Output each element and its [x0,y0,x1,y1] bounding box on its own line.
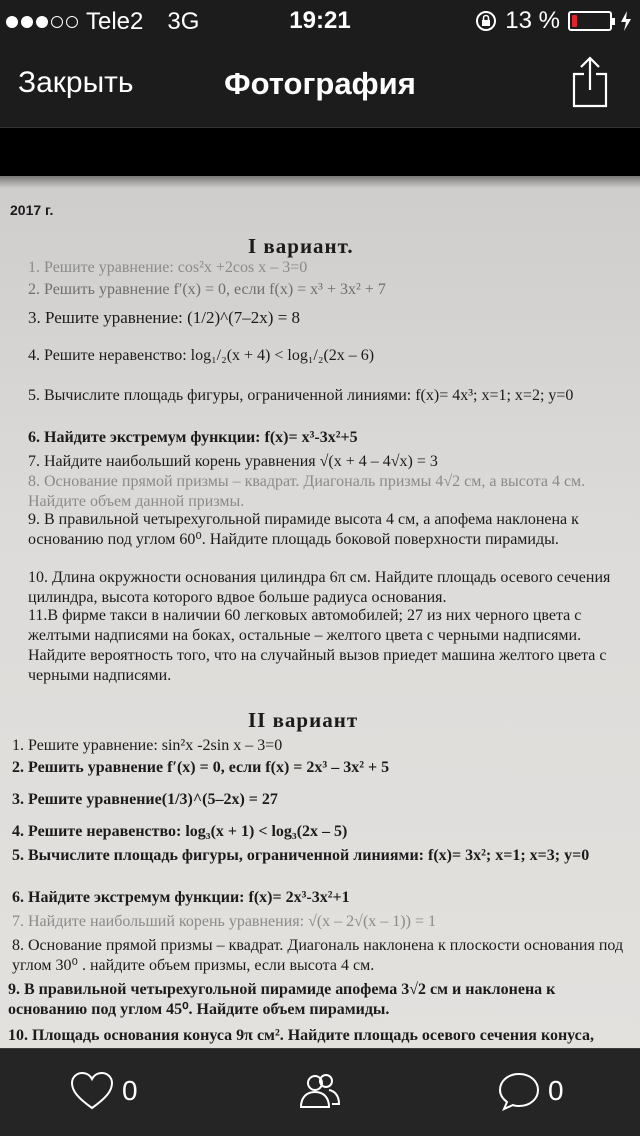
v2-task-7: 7. Найдите наибольший корень уравнения: √(x – 2√(x – 1)) = 1 [12,913,436,930]
v2-task-2: 2. Решить уравнение f′(x) = 0, если f(x) = 2x³ – 3x² + 5 [12,759,390,776]
status-time: 19:21 [289,7,351,34]
v2-task-5: 5. Вычислите площадь фигуры, ограниченной линиями: f(x)= 3x²; x=1; x=3; y=0 [12,847,590,864]
status-right [475,7,632,35]
v1-task-2: 2. Решить уравнение f′(x) = 0, если f(x) = x³ + 3x² + 7 [28,281,386,298]
v1-task-8: 8. Основание прямой призмы – квадрат. Диагональ призмы 4√2 см, а высота 4 см. Найдите объем данной призмы. [28,473,586,510]
v2-task-9: 9. В правильной четырехугольной пирамиде апофема 3√2 см и наклонена к основанию под углом 45⁰. Найдите объем пирамиды. [8,981,556,1018]
navigation-bar [0,40,640,128]
rotation-lock-icon [475,10,497,32]
heart-icon [70,1071,114,1111]
paper-top-shadow [0,176,640,188]
v1-task-4: 4. Решите неравенство: log₁/₂(x + 4) < log₁/₂(2x – 6) [28,347,375,364]
v1-task-3: 3. Решите уравнение: (1/2)^(7–2x) = 8 [28,308,301,327]
like-count: 0 [122,1075,138,1106]
comment-button[interactable] [498,1071,564,1111]
network-type: 3G [167,8,200,35]
v1-task-7: 7. Найдите наибольший корень уравнения √(x + 4 – 4√x) = 3 [28,453,438,470]
like-button[interactable] [70,1071,138,1111]
close-button[interactable]: Закрыть [18,66,134,99]
v2-task-4: 4. Решите неравенство: log₃(x + 1) < log₃(2x – 5) [12,823,348,840]
v2-task-10: 10. Площадь основания конуса 9π см². Найдите площадь осевого сечения конуса, [8,1027,594,1044]
battery-percent: 13 % [505,7,560,34]
document-year: 2017 г. [10,202,54,218]
photo-letterbox-top [0,128,640,176]
v1-task-1: 1. Решите уравнение: cos²x +2cos x – 3=0 [28,259,308,276]
v2-task-6: 6. Найдите экстремум функции: f(x)= 2x³-3x²+1 [12,889,350,906]
v2-task-1: 1. Решите уравнение: sin²x -2sin x – 3=0 [12,737,283,754]
status-bar [0,0,640,40]
variant-2-title: II вариант [248,708,359,732]
v1-task-9: 9. В правильной четырехугольной пирамиде высота 4 см, а апофема наклонена к основанию под углом 60⁰. Найдите площадь боковой поверхности пирамиды. [28,511,579,548]
carrier-name: Tele2 [86,8,144,35]
v2-task-8: 8. Основание прямой призмы – квадрат. Диагональ наклонена к плоскости основания под углом 30⁰ . найдите объем призмы, если высота 4 см. [12,937,624,974]
bottom-toolbar [0,1048,640,1136]
v1-task-5: 5. Вычислите площадь фигуры, ограниченной линиями: f(x)= 4x³; x=1; x=2; y=0 [28,387,574,404]
charging-bolt-icon [620,10,632,32]
v2-task-3: 3. Решите уравнение(1/3)^(5–2x) = 27 [12,791,278,808]
variant-1-title: I вариант. [248,234,354,258]
comment-bubble-icon [498,1071,540,1111]
v1-task-6: 6. Найдите экстремум функции: f(x)= x³-3x²+5 [28,429,358,446]
battery-icon [568,11,612,31]
v1-task-11: 11.В фирме такси в наличии 60 легковых автомобилей; 27 из них черного цвета с желтыми надписями на боках, остальные – желтого цвета с черными надписями. Найдите вероятность того, что на случайный вызов приедет машина желтого цвета с черными надписями. [28,607,607,684]
people-icon[interactable] [298,1069,342,1113]
v1-task-10: 10. Длина окружности основания цилиндра 6π см. Найдите площадь осевого сечения цилиндра, высота которого вдвое больше радиуса основания. [28,569,611,606]
page-title: Фотография [224,66,416,101]
comment-count: 0 [548,1075,564,1106]
share-icon[interactable] [570,54,610,110]
photo-view[interactable] [0,176,640,1048]
